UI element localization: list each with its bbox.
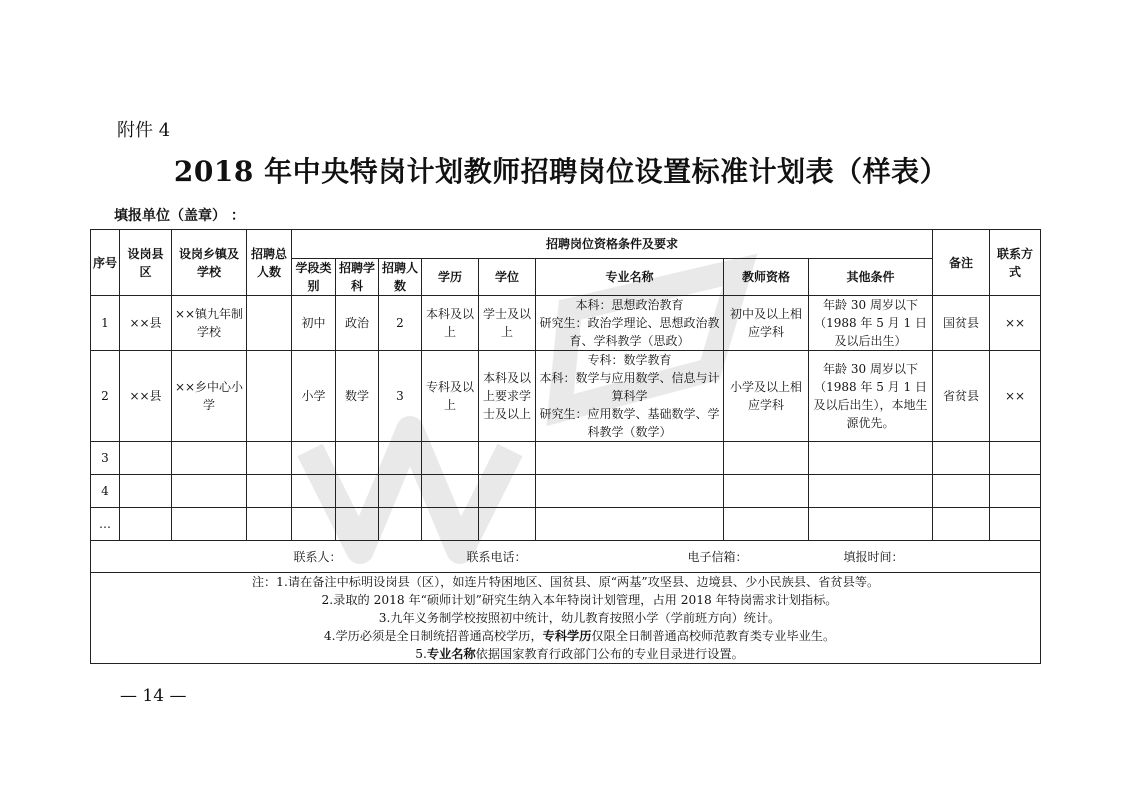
cell-county: ××县 xyxy=(120,296,172,351)
cell-count: 2 xyxy=(379,296,422,351)
header-subject: 招聘学科 xyxy=(336,259,379,296)
page-title: 2018 年中央特岗计划教师招聘岗位设置标准计划表（样表） xyxy=(173,155,949,188)
fill-date-label: 填报时间： xyxy=(843,549,904,564)
page-number: — 14 — xyxy=(120,686,187,706)
note-item: 5.专业名称依据国家教育行政部门公布的专业目录进行设置。 xyxy=(415,647,744,661)
header-total: 招聘总人数 xyxy=(247,230,292,296)
cell-education: 专科及以上 xyxy=(422,351,479,442)
header-seq: 序号 xyxy=(91,230,120,296)
cell-degree: 学士及以上 xyxy=(479,296,536,351)
cell-degree: 本科及以上要求学士及以上 xyxy=(479,351,536,442)
cell-county: ××县 xyxy=(120,351,172,442)
major-line: 专科：数学教育 xyxy=(587,353,672,367)
note-item: 4.学历必须是全日制统招普通高校学历，专科学历仅限全日制普通高校师范教育类专业毕业生。 xyxy=(323,629,836,643)
header-school: 设岗乡镇及学校 xyxy=(172,230,247,296)
cell-subject: 数学 xyxy=(336,351,379,442)
header-other: 其他条件 xyxy=(809,259,933,296)
cell-seq: 4 xyxy=(91,475,120,508)
table-row xyxy=(91,296,1041,351)
cell-seq: 1 xyxy=(91,296,120,351)
cell-school: ××乡中心小学 xyxy=(172,351,247,442)
header-contact: 联系方式 xyxy=(990,230,1041,296)
cell-other: 年龄 30 周岁以下（1988 年 5 月 1 日及以后出生），本地生源优先。 xyxy=(809,351,933,442)
header-major: 专业名称 xyxy=(536,259,724,296)
cell-count: 3 xyxy=(379,351,422,442)
contact-row xyxy=(91,541,1041,573)
cell-contact: ×× xyxy=(990,296,1041,351)
major-line: 研究生：政治学理论、思想政治教育、学科教学（思政） xyxy=(539,316,720,348)
header-county: 设岗县区 xyxy=(120,230,172,296)
major-line: 本科：数学与应用数学、信息与计算科学 xyxy=(539,371,720,403)
fill-unit-label: 填报单位（盖章） ： xyxy=(114,208,245,224)
cell-remark: 省贫县 xyxy=(933,351,990,442)
cell-stage: 初中 xyxy=(292,296,336,351)
note-item: 注：1.请在备注中标明设岗县（区），如连片特困地区、国贫县、原“两基”攻坚县、边境县、少小民族县、省贫县等。 xyxy=(251,575,880,589)
plan-table xyxy=(90,229,1041,664)
cell-seq: 3 xyxy=(91,442,120,475)
contact-phone-label: 联系电话： xyxy=(466,549,527,564)
cell-education: 本科及以上 xyxy=(422,296,479,351)
header-teacher-qual: 教师资格 xyxy=(724,259,809,296)
table-row xyxy=(91,351,1041,442)
header-remark: 备注 xyxy=(933,230,990,296)
table-row-blank xyxy=(91,475,1041,508)
header-education: 学历 xyxy=(422,259,479,296)
cell-teacher-qual: 小学及以上相应学科 xyxy=(724,351,809,442)
note-item: 2.录取的 2018 年“硕师计划”研究生纳入本年特岗计划管理，占用 2018 年特岗需求计划指标。 xyxy=(321,593,838,607)
contact-email-label: 电子信箱： xyxy=(687,549,748,564)
header-stage: 学段类别 xyxy=(292,259,336,296)
cell-subject: 政治 xyxy=(336,296,379,351)
note-item: 3.九年义务制学校按照初中统计，幼儿教育按照小学（学前班方向）统计。 xyxy=(378,611,781,625)
major-line: 研究生：应用数学、基础数学、学科教学（数学） xyxy=(539,407,720,439)
cell-teacher-qual: 初中及以上相应学科 xyxy=(724,296,809,351)
cell-stage: 小学 xyxy=(292,351,336,442)
major-line: 本科：思想政治教育 xyxy=(575,298,684,312)
cell-school: ××镇九年制学校 xyxy=(172,296,247,351)
cell-seq: 2 xyxy=(91,351,120,442)
header-requirements: 招聘岗位资格条件及要求 xyxy=(292,230,933,259)
cell-total xyxy=(247,296,292,351)
attachment-label: 附件 4 xyxy=(117,120,171,141)
table-row-blank xyxy=(91,442,1041,475)
header-count: 招聘人数 xyxy=(379,259,422,296)
cell-major xyxy=(536,351,724,442)
cell-contact: ×× xyxy=(990,351,1041,442)
notes-row xyxy=(91,573,1041,664)
cell-total xyxy=(247,351,292,442)
table-row-blank xyxy=(91,508,1041,541)
cell-major xyxy=(536,296,724,351)
contact-person-label: 联系人： xyxy=(293,549,342,564)
cell-other: 年龄 30 周岁以下（1988 年 5 月 1 日及以后出生） xyxy=(809,296,933,351)
header-degree: 学位 xyxy=(479,259,536,296)
cell-remark: 国贫县 xyxy=(933,296,990,351)
cell-seq: … xyxy=(91,508,120,541)
